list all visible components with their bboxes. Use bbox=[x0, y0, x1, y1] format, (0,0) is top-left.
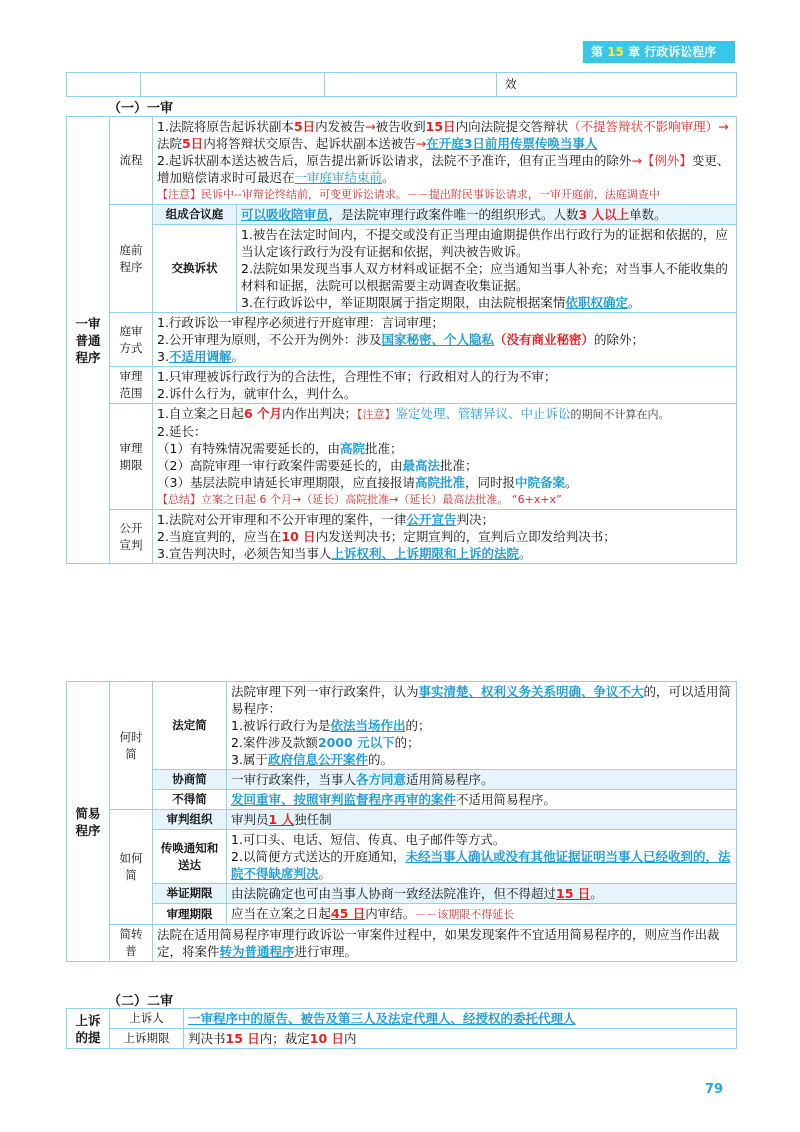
process-step-2: 2.起诉状副本送达被告后，原告提出新诉讼请求，法院不予准许，但有正当理由的除外→【例外】变更、增加赔偿请求时可最迟在一审庭审结束前。 bbox=[157, 153, 730, 185]
process-note: 【注意】民诉中--审辩论终结前，可变更诉讼请求。－－提出附民事诉讼请求，一审开庭前，法庭调查中 bbox=[157, 188, 660, 201]
pronounce-item-3: 3.宣告判决时，必须告知当事人上诉权利、上诉期限和上诉的法院。 bbox=[157, 546, 532, 561]
top-row-text: 效 bbox=[497, 73, 737, 97]
page-number: 79 bbox=[705, 1082, 724, 1097]
simple-procedure-label: 简易程序 bbox=[67, 682, 110, 962]
not-simple-label: 不得简 bbox=[153, 790, 227, 810]
agree-label: 协商简 bbox=[153, 770, 227, 790]
pronounce-item-1: 1.法院对公开审理和不公开审理的案件，一律公开宣告判决； bbox=[157, 512, 494, 527]
pronounce-content bbox=[153, 510, 737, 564]
panel-content: 可以吸收陪审员，是法院审理行政案件唯一的组织形式。人数3 人以上单数。 bbox=[237, 205, 737, 225]
convert-content: 法院在适用简易程序审理行政诉讼一审案件过程中，如果发现案件不宜适用简易程序的，则应当作出裁定，将案件转为普通程序进行审理。 bbox=[153, 925, 737, 962]
serve-content bbox=[227, 830, 737, 884]
statutory-item-2: 2.案件涉及款额2000 元以下的； bbox=[231, 735, 420, 750]
period-item-4: （2）高院审理一审行政案件需要延长的，由最高法批准； bbox=[157, 458, 478, 473]
process-step-1: 1.法院将原告起诉状副本5日内发被告→被告收到15日内向法院提交答辩状（不提答辩状不影响审理）→法院5日内将答辩状交原告、起诉状副本送被告→在开庭3日前用传票传唤当事人 bbox=[157, 119, 729, 151]
scope-content bbox=[153, 367, 737, 404]
term-label: 审理期限 bbox=[153, 904, 227, 925]
statutory-intro: 法院审理下列一审行政案件，认为事实清楚、权利义务关系明确、争议不大的，可以适用简易程序： bbox=[231, 684, 732, 716]
first-instance-table bbox=[66, 116, 737, 564]
serve-item-1: 1.可口头、电话、短信、传真、电子邮件等方式。 bbox=[231, 832, 506, 847]
banner-title: 章 行政诉讼程序 bbox=[628, 45, 717, 59]
appeal-period-value: 判决书15 日内；裁定10 日内 bbox=[184, 1029, 737, 1049]
period-item-5: （3）基层法院申请延长审理期限，应直接报请高院批准，同时报中院备案。 bbox=[157, 475, 578, 490]
org-label: 审判组织 bbox=[153, 810, 227, 830]
trial-mode-label: 庭审方式 bbox=[110, 313, 153, 367]
convert-label: 简转普 bbox=[110, 925, 153, 962]
scope-item-2: 2.诉什么行为，就审什么，判什么。 bbox=[157, 386, 357, 401]
exchange-item-2: 2.法院如果发现当事人双方材料或证据不全；应当通知当事人补充；对当事人不能收集的材料和证据，法院可以根据需要主动调查收集证据。 bbox=[241, 261, 728, 293]
trial-mode-item-1: 1.行政诉讼一审程序必须进行开庭审理：言词审理； bbox=[157, 315, 444, 330]
top-row-table bbox=[66, 72, 737, 97]
trial-mode-item-3: 3.不适用调解。 bbox=[157, 349, 244, 364]
statutory-content bbox=[227, 682, 737, 770]
scope-label: 审理范围 bbox=[110, 367, 153, 404]
period-item-1: 1.自立案之日起6 个月内作出判决；【注意】鉴定处理、管辖异议、中止诉讼的期间不计算在内。 bbox=[157, 406, 670, 421]
exchange-content bbox=[237, 225, 737, 313]
ordinary-procedure-label: 一审普通程序 bbox=[67, 117, 110, 564]
trial-mode-content bbox=[153, 313, 737, 367]
period-item-3: （1）有特殊情况需要延长的，由高院批准； bbox=[157, 441, 403, 456]
panel-label: 组成合议庭 bbox=[153, 205, 237, 225]
trial-mode-item-2: 2.公开审理为原则，不公开为例外：涉及国家秘密、个人隐私（没有商业秘密）的除外； bbox=[157, 332, 644, 347]
period-summary: 【总结】立案之日起 6 个月→（延长）高院批准→（延长）最高法批准。 “6+x+x” bbox=[157, 493, 562, 506]
exchange-item-3: 3.在行政诉讼中，举证期限属于指定期限，由法院根据案情依职权确定。 bbox=[241, 295, 641, 310]
section-first-instance-title: （一）一审 bbox=[108, 101, 174, 116]
appeal-label: 上诉的提 bbox=[67, 1009, 110, 1049]
not-simple-content: 发回重审、按照审判监督程序再审的案件不适用简易程序。 bbox=[227, 790, 737, 810]
scope-item-1: 1.只审理被诉行政行为的合法性，合理性不审；行政相对人的行为不审； bbox=[157, 369, 557, 384]
exchange-label: 交换诉状 bbox=[153, 225, 237, 313]
statutory-label: 法定简 bbox=[153, 682, 227, 770]
process-label: 流程 bbox=[110, 117, 153, 205]
period-label: 审理期限 bbox=[110, 404, 153, 510]
appeal-table bbox=[66, 1008, 737, 1049]
process-content bbox=[153, 117, 737, 205]
when-simple-label: 何时简 bbox=[110, 682, 153, 810]
appellant-value: 一审程序中的原告、被告及第三人及法定代理人、经授权的委托代理人 bbox=[184, 1009, 737, 1029]
term-content: 应当在立案之日起45 日内审结。－－该期限不得延长 bbox=[227, 904, 737, 925]
period-item-2: 2.延长： bbox=[157, 424, 207, 439]
pronounce-label: 公开宣判 bbox=[110, 510, 153, 564]
banner-prefix: 第 bbox=[591, 45, 604, 59]
agree-content: 一审行政案件，当事人各方同意适用简易程序。 bbox=[227, 770, 737, 790]
org-content: 审判员1 人独任制 bbox=[227, 810, 737, 830]
appeal-period-label: 上诉期限 bbox=[110, 1029, 184, 1049]
statutory-item-1: 1.被诉行政行为是依法当场作出的； bbox=[231, 718, 431, 733]
serve-label: 传唤通知和送达 bbox=[153, 830, 227, 884]
section-second-instance-title: （二）二审 bbox=[108, 994, 174, 1009]
serve-item-2: 2.以简便方式送达的开庭通知，未经当事人确认或没有其他证据证明当事人已经收到的，法院不得缺席判决。 bbox=[231, 849, 731, 881]
evidence-content: 由法院确定也可由当事人协商一致经法院准许，但不得超过15 日。 bbox=[227, 884, 737, 904]
how-simple-label: 如何简 bbox=[110, 810, 153, 925]
simple-procedure-table bbox=[66, 681, 737, 962]
exchange-item-1: 1.被告在法定时间内，不提交或没有正当理由逾期提供作出行政行为的证据和依据的，应当认定该行政行为没有证据和依据，判决被告败诉。 bbox=[241, 227, 728, 259]
pronounce-item-2: 2.当庭宣判的，应当在10 日内发送判决书；定期宣判的，宣判后立即发给判决书； bbox=[157, 529, 616, 544]
appellant-label: 上诉人 bbox=[110, 1009, 184, 1029]
banner-number: 15 bbox=[607, 45, 624, 59]
pretrial-label: 庭前程序 bbox=[110, 205, 153, 313]
evidence-label: 举证期限 bbox=[153, 884, 227, 904]
period-content bbox=[153, 404, 737, 510]
statutory-item-3: 3.属于政府信息公开案件的。 bbox=[231, 752, 393, 767]
chapter-banner bbox=[583, 41, 735, 63]
